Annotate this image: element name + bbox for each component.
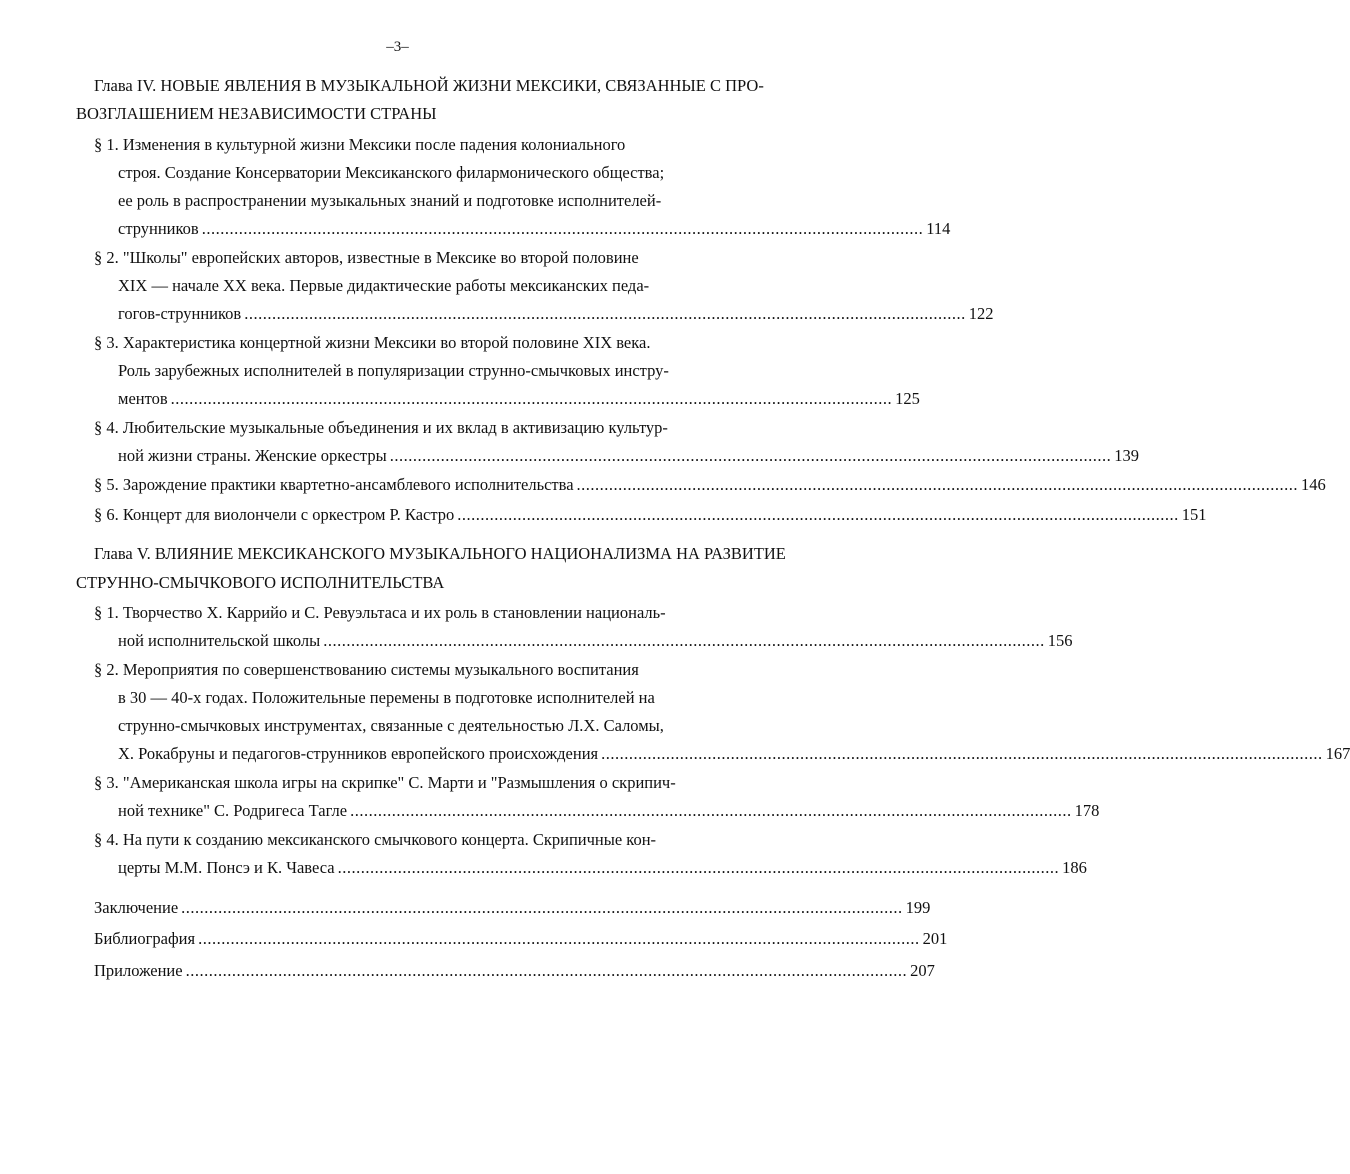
leader-dots: ............................................................................................................................................................ <box>185 961 908 980</box>
section-text-line: § 3. "Американская школа игры на скрипке" С. Марти и "Размышления о скрипич- <box>94 773 676 792</box>
leader-dots: ............................................................................................................................................................ <box>323 631 1045 650</box>
page-ref: 178 <box>1074 801 1100 820</box>
toc-entry-line <box>94 475 1326 495</box>
section-text-line: Роль зарубежных исполнителей в популяризации струнно-смычковых инстру- <box>118 361 669 380</box>
toc-entry-text: ментов <box>118 389 168 408</box>
page-ref: 122 <box>968 304 994 323</box>
section-text-line: в 30 — 40-х годах. Положительные перемены в подготовке исполнителей на <box>118 688 655 707</box>
toc-entry-line <box>118 801 1100 821</box>
toc-entry-line <box>94 505 1207 525</box>
toc-entry-line <box>118 631 1073 651</box>
chapter-5-heading-line-2: СТРУННО-СМЫЧКОВОГО ИСПОЛНИТЕЛЬСТВА <box>76 573 445 592</box>
toc-entry-line <box>118 446 1139 466</box>
toc-entry-text: Заключение <box>94 898 179 917</box>
section-text-line: § 4. На пути к созданию мексиканского смычкового концерта. Скрипичные кон- <box>94 830 657 849</box>
section-text-line: § 2. Мероприятия по совершенствованию системы музыкального воспитания <box>94 660 639 679</box>
toc-entry-conclusion <box>94 898 931 918</box>
section-text-line: ее роль в распространении музыкальных знаний и подготовке исполнителей- <box>118 191 662 210</box>
leader-dots: ............................................................................................................................................................ <box>198 929 920 948</box>
chapter-5-heading-line-1: Глава V. ВЛИЯНИЕ МЕКСИКАНСКОГО МУЗЫКАЛЬНОГО НАЦИОНАЛИЗМА НА РАЗВИТИЕ <box>94 544 786 563</box>
toc-entry-text: § 5. Зарождение практики квартетно-ансамблевого исполнительства <box>94 475 574 494</box>
toc-entry-line <box>118 389 920 409</box>
toc-entry-text: струнников <box>118 219 199 238</box>
chapter-4-heading-line-1: Глава IV. НОВЫЕ ЯВЛЕНИЯ В МУЗЫКАЛЬНОЙ ЖИЗНИ МЕКСИКИ, СВЯЗАННЫЕ С ПРО- <box>94 76 764 95</box>
section-text-line: струнно-смычковых инструментах, связанные с деятельностью Л.Х. Саломы, <box>118 716 664 735</box>
toc-entry-text: ной жизни страны. Женские оркестры <box>118 446 387 465</box>
page-number: –3– <box>386 39 409 55</box>
leader-dots: ............................................................................................................................................................ <box>350 801 1072 820</box>
page-ref: 167 <box>1325 744 1350 763</box>
page-ref: 156 <box>1047 631 1073 650</box>
page-ref: 207 <box>910 961 935 980</box>
page-ref: 199 <box>905 898 931 917</box>
toc-entry-text: ной исполнительской школы <box>118 631 321 650</box>
leader-dots: ............................................................................................................................................................ <box>244 304 966 323</box>
section-text-line: § 4. Любительские музыкальные объединения и их вклад в активизацию культур- <box>94 418 668 437</box>
section-text-line: XIX — начале XX века. Первые дидактические работы мексиканских педа- <box>118 276 650 295</box>
leader-dots: ............................................................................................................................................................ <box>576 475 1299 494</box>
toc-entry-line <box>118 304 994 324</box>
toc-entry-text: Х. Рокабруны и педагогов-струнников европейского происхождения <box>118 744 599 763</box>
toc-entry-bibliography <box>94 929 948 949</box>
leader-dots: ............................................................................................................................................................ <box>389 446 1112 465</box>
toc-entry-line <box>118 744 1350 764</box>
leader-dots: ............................................................................................................................................................ <box>181 898 903 917</box>
toc-entry-text: Приложение <box>94 961 183 980</box>
page-ref: 201 <box>922 929 948 948</box>
toc-entry-text: ной технике" С. Родригеса Тагле <box>118 801 348 820</box>
chapter-4-heading-line-2: ВОЗГЛАШЕНИЕМ НЕЗАВИСИМОСТИ СТРАНЫ <box>76 104 437 123</box>
leader-dots: ............................................................................................................................................................ <box>457 505 1179 524</box>
leader-dots: ............................................................................................................................................................ <box>337 858 1060 877</box>
leader-dots: ............................................................................................................................................................ <box>170 389 893 408</box>
leader-dots: ............................................................................................................................................................ <box>201 219 924 238</box>
section-text-line: § 1. Изменения в культурной жизни Мексики после падения колониального <box>94 135 626 154</box>
section-text-line: § 1. Творчество Х. Каррийо и С. Ревуэльтаса и их роль в становлении националь- <box>94 603 666 622</box>
page-ref: 139 <box>1114 446 1139 465</box>
toc-entry-line <box>118 219 951 239</box>
section-text-line: § 3. Характеристика концертной жизни Мексики во второй половине XIX века. <box>94 333 651 352</box>
toc-entry-text: гогов-струнников <box>118 304 242 323</box>
toc-entry-appendix <box>94 961 935 981</box>
toc-entry-text: Библиография <box>94 929 196 948</box>
leader-dots: ............................................................................................................................................................ <box>601 744 1323 763</box>
toc-entry-text: церты М.М. Понсэ и К. Чавеса <box>118 858 335 877</box>
page-ref: 151 <box>1181 505 1207 524</box>
page-ref: 146 <box>1301 475 1326 494</box>
section-text-line: § 2. "Школы" европейских авторов, известные в Мексике во второй половине <box>94 248 639 267</box>
toc-entry-line <box>118 858 1087 878</box>
toc-entry-text: § 6. Концерт для виолончели с оркестром Р. Кастро <box>94 505 455 524</box>
page-ref: 186 <box>1062 858 1087 877</box>
page-ref: 125 <box>895 389 920 408</box>
page-ref: 114 <box>926 219 951 238</box>
section-text-line: строя. Создание Консерватории Мексиканского филармонического общества; <box>118 163 665 182</box>
